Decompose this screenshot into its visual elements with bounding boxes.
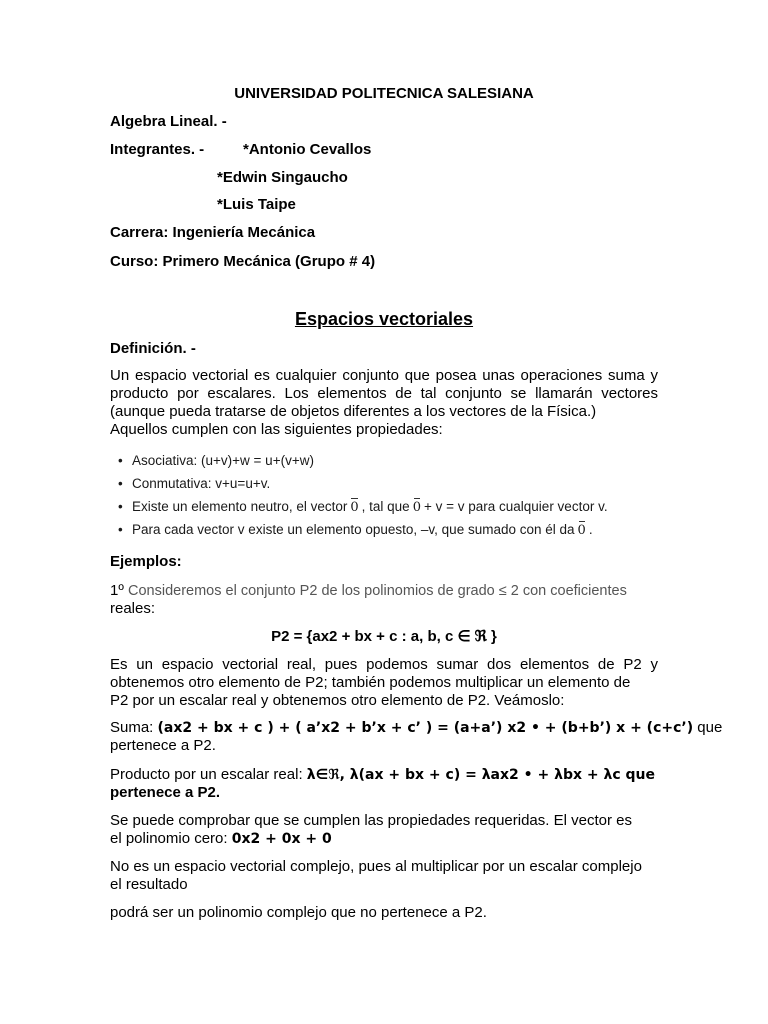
zero-vector-symbol: 0: [577, 523, 586, 538]
example-1-line-2: reales:: [110, 600, 156, 617]
properties-list: [118, 451, 658, 543]
sum-tail: que: [693, 719, 723, 736]
definition-paragraph: [110, 367, 658, 439]
property-text: Asociativa: (u+v)+w = u+(v+w): [132, 453, 314, 468]
example-1-line-1: [110, 582, 627, 599]
p2-explanation: [110, 656, 658, 710]
property-text: , tal que: [361, 499, 410, 514]
bullet-icon: •: [118, 476, 123, 491]
property-text: Existe un elemento neutro, el vector: [132, 499, 348, 514]
zero-vector-symbol: 0: [412, 500, 421, 515]
bullet-icon: •: [118, 499, 123, 514]
bullet-icon: •: [118, 522, 123, 537]
bullet-icon: •: [118, 453, 123, 468]
property-text: Conmutativa: v+u=u+v.: [132, 476, 271, 491]
property-text: + v = v para cualquier vector v.: [423, 499, 608, 514]
member-2: *Edwin Singaucho: [217, 169, 348, 186]
examples-heading: Ejemplos:: [110, 553, 182, 570]
definition-heading: Definición. -: [110, 340, 196, 357]
course-name: Algebra Lineal. -: [110, 113, 227, 130]
check-line-2: [110, 830, 332, 847]
sum-line-2: pertenece a P2.: [110, 737, 216, 754]
p2-explanation-text: Es un espacio vectorial real, pues podemos sumar dos elementos de P2 y obtenemos otro elemento de P2; también podemos multiplicar un elemento de: [110, 656, 658, 691]
check-text: el polinomio cero:: [110, 830, 232, 847]
product-formula: λ∈ℜ, λ(ax + bx + c) = λax2 • + λbx + λc que: [306, 767, 655, 783]
definition-last-line: Aquellos cumplen con las siguientes propiedades:: [110, 421, 443, 438]
p2-formula: P2 = {ax2 + bx + c : a, b, c ∈ ℜ }: [271, 628, 497, 645]
university-title: UNIVERSIDAD POLITECNICA SALESIANA: [234, 85, 534, 102]
section-title: Espacios vectoriales: [294, 309, 474, 329]
career-line: Carrera: Ingeniería Mecánica: [110, 224, 316, 241]
complex-line-2: el resultado: [110, 876, 188, 893]
product-label: Producto por un escalar real:: [110, 766, 307, 783]
p2-explanation-last: P2 por un escalar real y obtenemos otro elemento de P2. Veámoslo:: [110, 692, 565, 709]
sum-label: Suma:: [110, 719, 158, 736]
property-commutative: [118, 474, 658, 497]
product-line: [110, 766, 655, 783]
example-number: 1º: [110, 582, 124, 599]
sum-line: [110, 719, 722, 736]
property-neutral: [118, 497, 658, 520]
property-text: Para cada vector v existe un elemento opuesto, –v, que sumado con él da: [132, 522, 575, 537]
property-text: .: [588, 522, 593, 537]
example-1-text: Consideremos el conjunto P2 de los polinomios de grado ≤ 2 con coeficientes: [128, 583, 627, 599]
zero-polynomial: 0x2 + 0x + 0: [231, 831, 332, 847]
complex-line-3: podrá ser un polinomio complejo que no pertenece a P2.: [110, 904, 487, 921]
member-1: *Antonio Cevallos: [243, 141, 372, 158]
property-associative: [118, 451, 658, 474]
property-opposite: [118, 520, 658, 543]
sum-formula: (ax2 + bx + c ) + ( a’x2 + b’x + c’ ) = (a+a’) x2 • + (b+b’) x + (c+c’): [157, 720, 694, 736]
member-3: *Luis Taipe: [217, 196, 296, 213]
members-label: Integrantes. -: [110, 141, 205, 158]
complex-line-1: No es un espacio vectorial complejo, pues al multiplicar por un escalar complejo: [110, 858, 642, 875]
group-line: Curso: Primero Mecánica (Grupo # 4): [110, 253, 376, 270]
product-line-2: pertenece a P2.: [110, 784, 221, 801]
check-line-1: Se puede comprobar que se cumplen las propiedades requeridas. El vector es: [110, 812, 632, 829]
zero-vector-symbol: 0: [350, 500, 359, 515]
definition-text: Un espacio vectorial es cualquier conjunto que posea unas operaciones suma y producto por escalares. Los elementos de tal conjunto se llamarán vectores (aunque pueda tratarse de objetos diferentes a los vectores de la Física.): [110, 367, 658, 420]
